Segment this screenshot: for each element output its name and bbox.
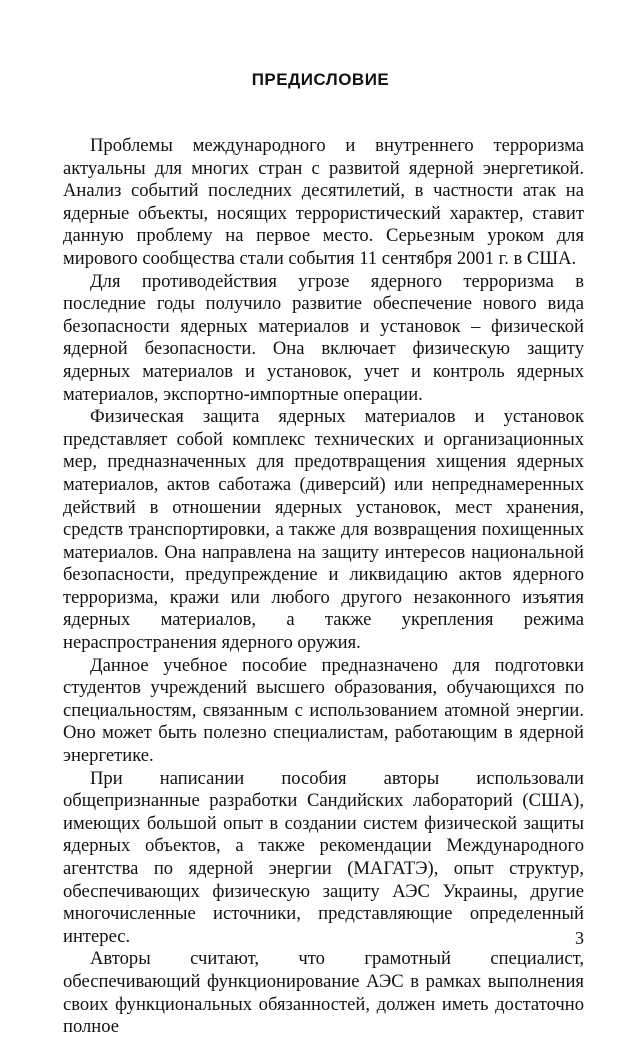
page-number: 3 xyxy=(575,928,584,948)
paragraph-4: Данное учебное пособие предназначено для подготовки студентов учреждений высшего образования, обучающихся по специальностям, связанным с использованием атомной энергии. Оно может быть полезно специалистам, работающим в ядерной энергетике. xyxy=(63,654,584,767)
paragraph-5: При написании пособия авторы использовали общепризнанные разработки Сандийских лабораторий (США), имеющих большой опыт в создании систем физической защиты ядерных объектов, а также рекомендации Международного агентства по ядерной энергии (МАГАТЭ), опыт структур, обеспечивающих физическую защиту АЭС Украины, другие многочисленные источники, представляющие определенный интерес. xyxy=(63,767,584,947)
paragraph-6: Авторы считают, что грамотный специалист, обеспечивающий функционирование АЭС в рамках выполнения своих функциональных обязанностей, должен иметь достаточно полное xyxy=(63,948,584,1038)
paragraph-3: Физическая защита ядерных материалов и установок представляет собой комплекс технических и организационных мер, предназначенных для предотвращения хищения ядерных материалов, актов саботажа (диверсий) или непреднамеренных действий в отношении ядерных установок, мест хранения, средств транспортировки, а также для возвращения похищенных материалов. Она направлена на защиту интересов национальной безопасности, предупреждение и ликвидацию актов ядерного терроризма, кражи или любого другого незаконного изъятия ядерных материалов, а также укрепления режима нераспространения ядерного оружия. xyxy=(63,406,584,654)
paragraph-2: Для противодействия угрозе ядерного терроризма в последние годы получило развитие обеспечение нового вида безопасности ядерных материалов и установок – физической ядерной безопасности. Она включает физическую защиту ядерных материалов и установок, учет и контроль ядерных материалов, экспортно-импортные операции. xyxy=(63,270,584,405)
paragraph-1: Проблемы международного и внутреннего терроризма актуальны для многих стран с развитой ядерной энергетикой. Анализ событий последних десятилетий, в частности атак на ядерные объекты, носящих террористический характер, ставит данную проблему на первое место. Серьезным уроком для мирового сообщества стали события 11 сентября 2001 г. в США. xyxy=(63,135,584,269)
body-text xyxy=(63,135,584,1039)
page-title: ПРЕДИСЛОВИЕ xyxy=(251,70,390,89)
